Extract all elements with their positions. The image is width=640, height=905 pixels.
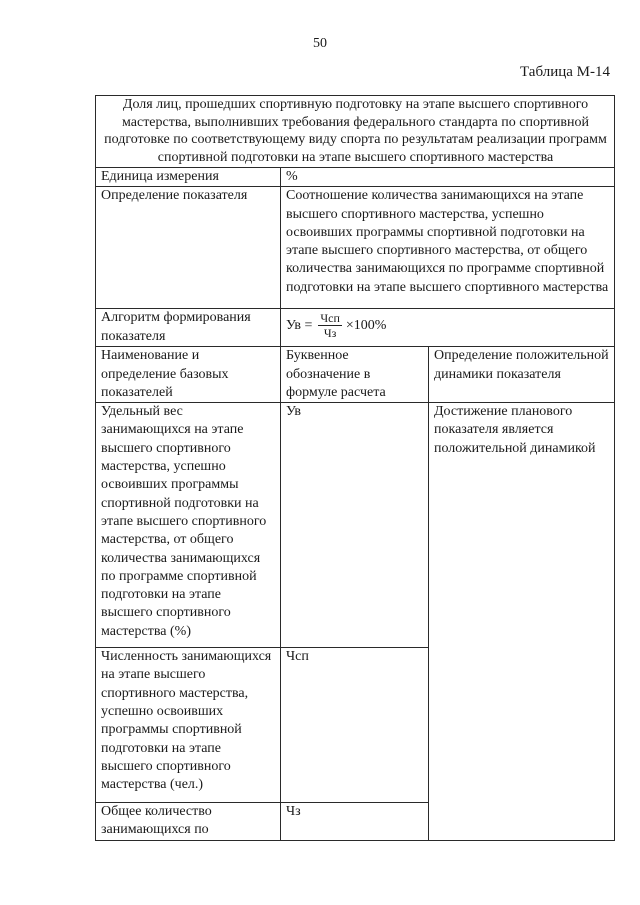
algorithm-label: Алгоритм формирования показателя <box>96 309 281 347</box>
row-symbol: Ув <box>281 403 429 648</box>
table-row <box>96 403 615 648</box>
dynamics-cell: Достижение планового показателя является положительной динамикой <box>429 403 615 841</box>
definition-value: Соотношение количества занимающихся на этапе высшего спортивного мастерства, успешно освоивших программы спортивной подготовки на этапе высшего спортивного мастерства, от общего количества занимающихся по программе спортивной подготовки на этапе высшего спортивного мастерства <box>281 187 615 309</box>
formula-denominator: Чз <box>323 326 337 341</box>
formula-fraction <box>318 311 342 340</box>
heading-row <box>96 96 615 168</box>
column-header-symbol: Буквенное обозначение в формуле расчета <box>281 347 429 403</box>
formula-cell <box>281 309 615 347</box>
definition-label: Определение показателя <box>96 187 281 309</box>
column-header-dynamics: Определение положительной динамики показателя <box>429 347 615 403</box>
row-name: Численность занимающихся на этапе высшего спортивного мастерства, успешно освоивших программы спортивной подготовки на этапе высшего спортивного мастерства (чел.) <box>96 648 281 803</box>
formula <box>286 311 386 340</box>
table-heading: Доля лиц, прошедших спортивную подготовку на этапе высшего спортивного мастерства, выполнивших требования федерального стандарта по спортивной подготовке по соответствующему виду спорта по результатам реализации программ спортивной подготовки на этапе высшего спортивного мастерства <box>96 96 615 168</box>
row-name: Удельный вес занимающихся на этапе высшего спортивного мастерства, успешно освоивших программы спортивной подготовки на этапе высшего спортивного мастерства, от общего количества занимающихся по программе спортивной подготовки на этапе высшего спортивного мастерства (%) <box>96 403 281 648</box>
formula-lhs: Ув = <box>286 317 313 333</box>
table-label: Таблица М-14 <box>520 64 610 80</box>
indicator-table <box>95 95 615 841</box>
row-symbol: Чз <box>281 803 429 841</box>
row-name: Общее количество занимающихся по <box>96 803 281 841</box>
columns-header-row <box>96 347 615 403</box>
column-header-name: Наименование и определение базовых показателей <box>96 347 281 403</box>
page-number: 50 <box>313 36 327 51</box>
row-symbol: Чсп <box>281 648 429 803</box>
unit-value: % <box>281 168 615 187</box>
formula-rhs: ×100% <box>345 317 387 333</box>
unit-row <box>96 168 615 187</box>
formula-numerator: Чсп <box>320 311 340 326</box>
definition-row <box>96 187 615 309</box>
unit-label: Единица измерения <box>96 168 281 187</box>
algorithm-row <box>96 309 615 347</box>
